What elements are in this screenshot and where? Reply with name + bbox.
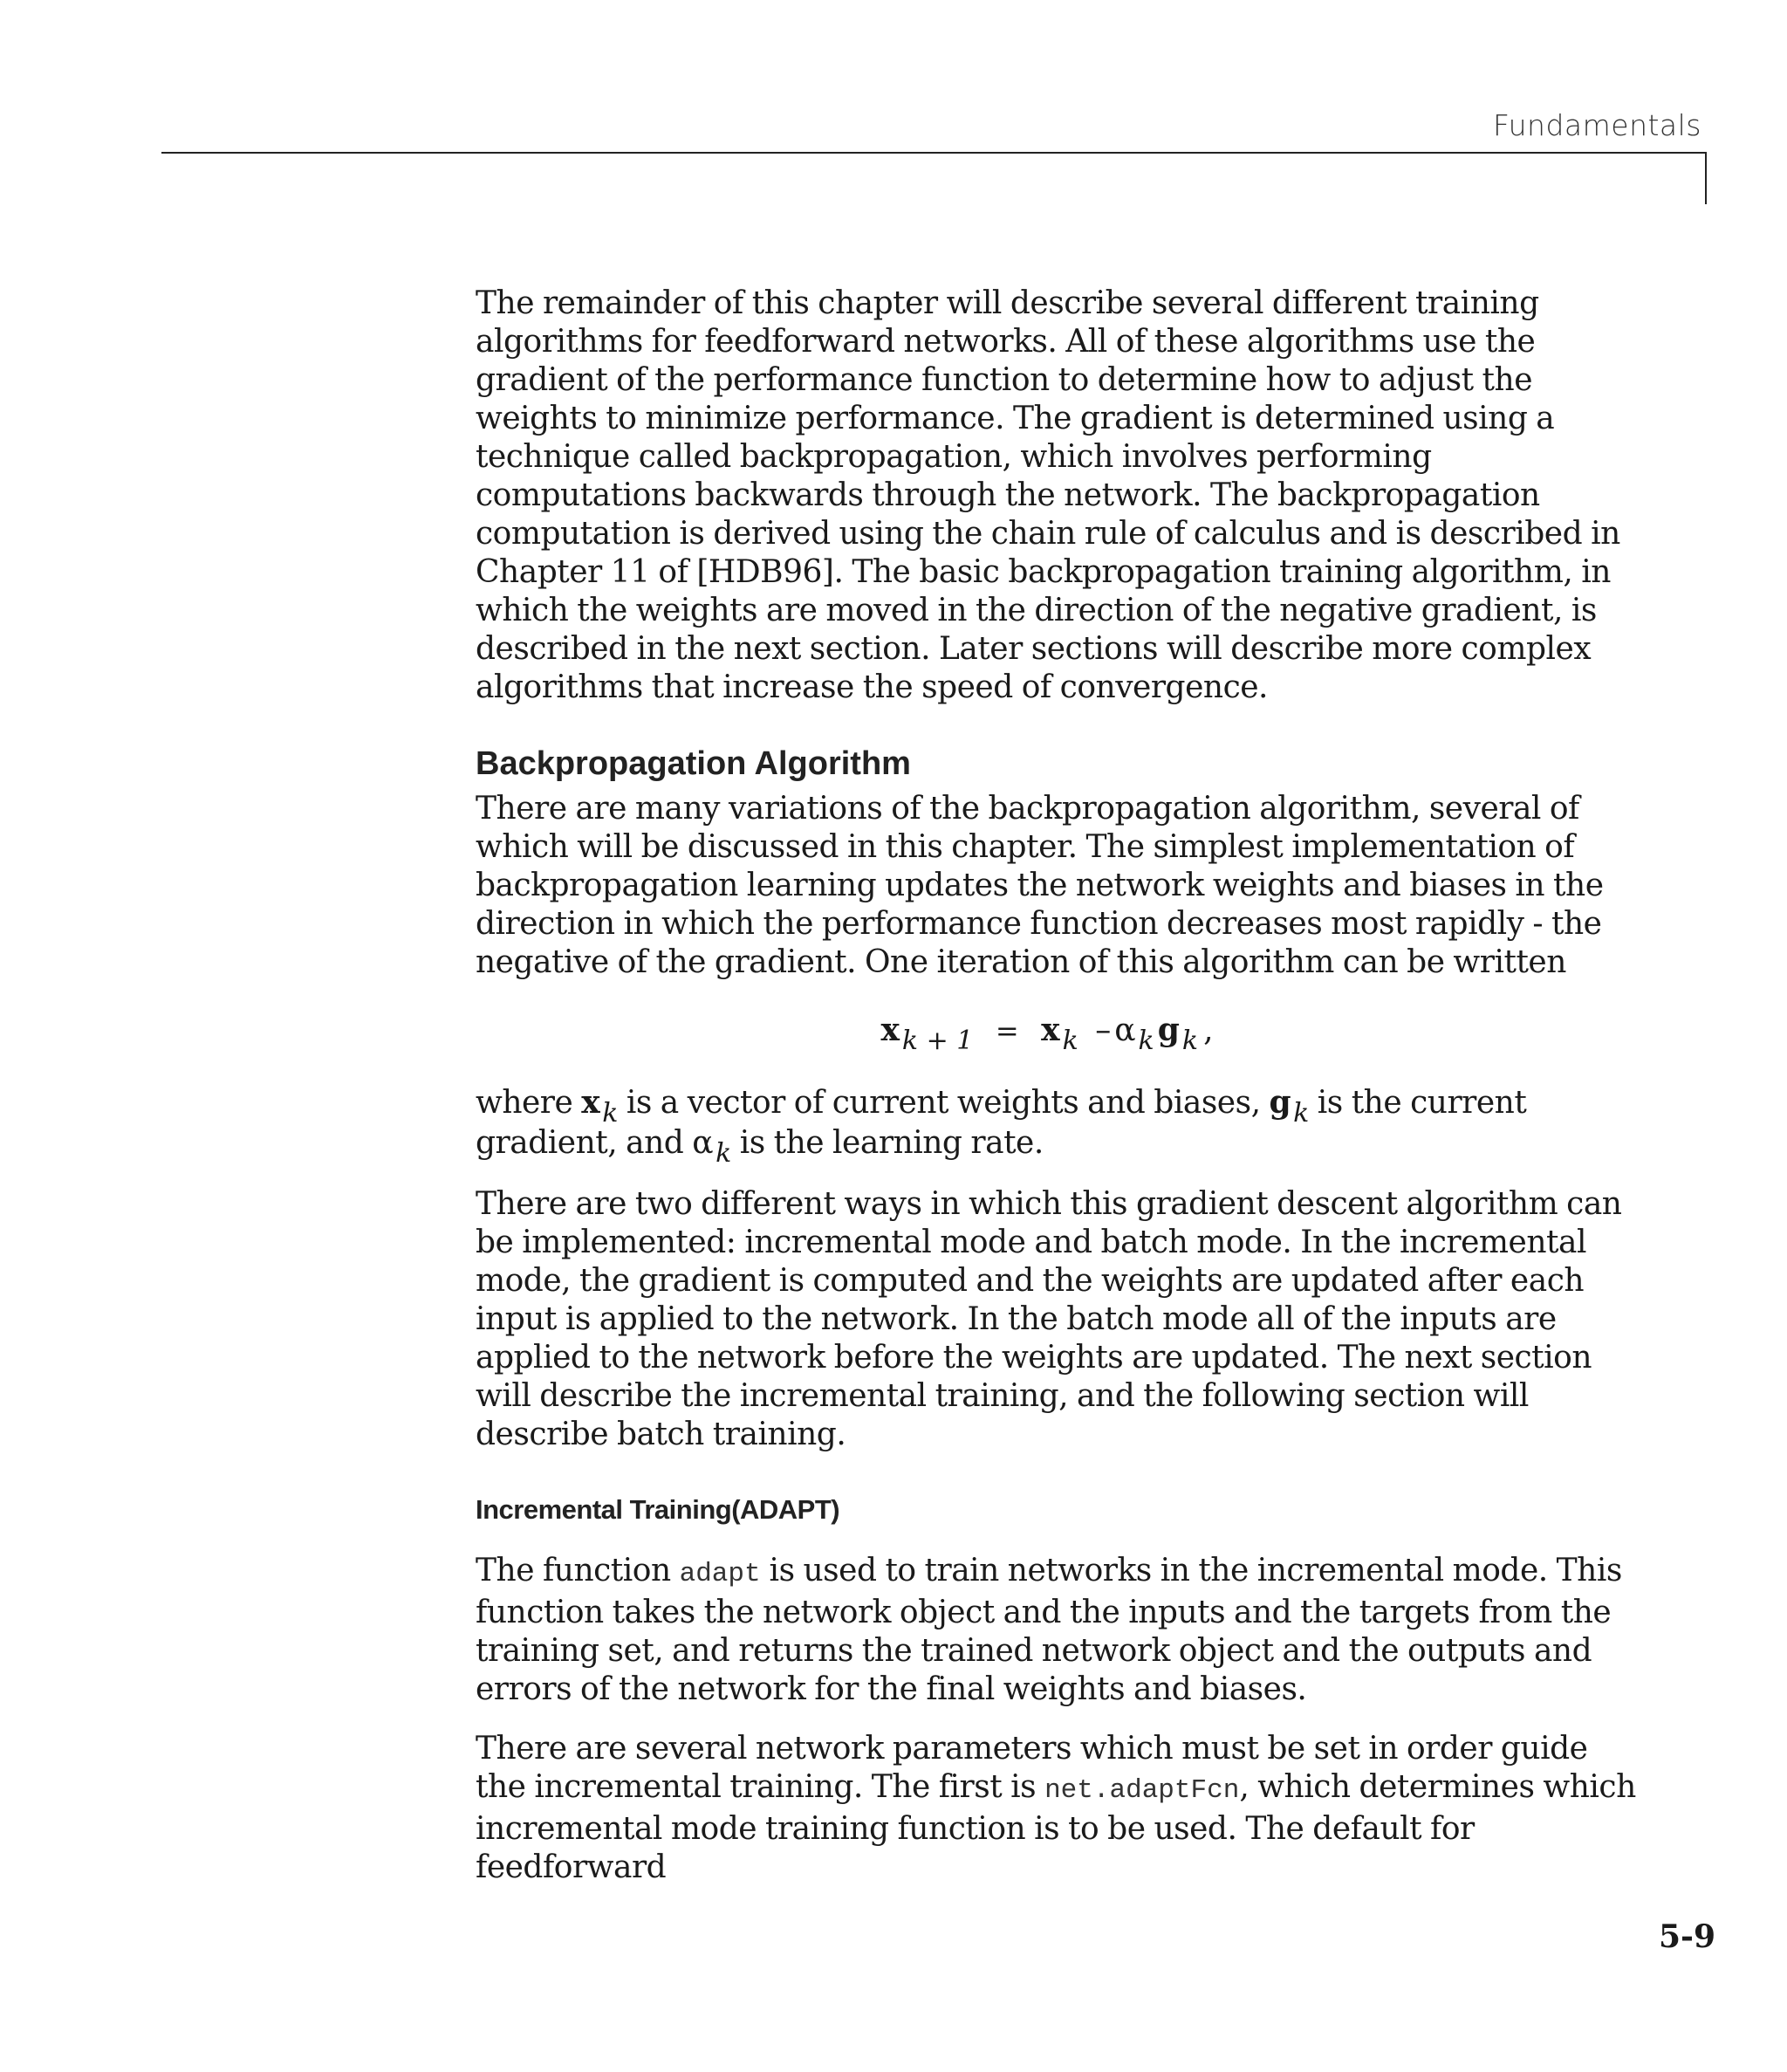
update-equation <box>449 1012 1645 1056</box>
where-text: is a vector of current weights and biases, <box>617 1085 1270 1121</box>
adapt-paragraph <box>476 1552 1645 1709</box>
eq-sub: k <box>1181 1026 1199 1056</box>
eq-x: x <box>880 1012 900 1048</box>
where-text: where <box>476 1085 582 1121</box>
where-sub: k <box>602 1098 618 1129</box>
page-number: 5-9 <box>1658 1918 1715 1955</box>
params-text: , which determines which incremental mode training function is to be used. The default for feedforward <box>476 1769 1645 1885</box>
where-sub: k <box>715 1138 731 1169</box>
where-x: x <box>581 1084 600 1121</box>
code-adapt: adapt <box>679 1559 761 1589</box>
where-sub: k <box>1293 1098 1309 1129</box>
subsection-heading: Incremental Training(ADAPT) <box>476 1494 840 1525</box>
adapt-text: is used to train networks in the incremental mode. This function takes the network object and the inputs and the targets from the training set, and returns the trained network object and the outputs and errors of the network for the final weights and biases. <box>476 1553 1631 1707</box>
eq-sub: k <box>1062 1026 1078 1056</box>
params-text: There are several network parameters which must be set in order guide the incremental training. The first is <box>476 1731 1597 1805</box>
where-alpha: α <box>692 1125 714 1161</box>
parameters-paragraph <box>476 1730 1645 1887</box>
algorithm-paragraph: There are many variations of the backpropagation algorithm, several of which will be discussed in this chapter. The simplest implementation of backpropagation learning updates the network weights and biases in the direction in which the performance function decreases most rapidly - the negative of the gradient. One iteration of this algorithm can be written <box>476 791 1612 980</box>
where-g: g <box>1269 1084 1291 1121</box>
eq-minus: – <box>1095 1012 1112 1048</box>
header-rule-tick <box>1705 152 1707 204</box>
code-adaptfcn: net.adaptFcn <box>1044 1775 1240 1806</box>
eq-alpha: α <box>1114 1012 1136 1048</box>
page-content <box>476 285 1645 1908</box>
eq-sub: k <box>1138 1026 1154 1056</box>
eq-x: x <box>1041 1012 1060 1048</box>
header-rule <box>161 152 1707 154</box>
where-text: is the current gradient, and <box>476 1085 1536 1161</box>
running-head: Fundamentals <box>1492 108 1701 142</box>
where-text: is the learning rate. <box>730 1125 1044 1161</box>
eq-trail: , <box>1203 1012 1214 1048</box>
eq-sub: k + 1 <box>901 1026 974 1056</box>
modes-paragraph: There are two different ways in which this gradient descent algorithm can be implemented: incremental mode and batch mode. In the incremental mode, the gradient is computed and the weights are updated after each input is applied to the network. In the batch mode all of the inputs are applied to the network before the weights are updated. The next section will describe the incremental training, and the following section will describe batch training. <box>476 1186 1631 1452</box>
section-heading: Backpropagation Algorithm <box>476 745 911 782</box>
intro-paragraph: The remainder of this chapter will describe several different training algorithms for feedforward networks. All of these algorithms use the gradient of the performance function to determine how to adjust the weights to minimize performance. The gradient is determined using a technique called backpropagation, which involves performing computations backwards through the network. The backpropagation computation is derived using the chain rule of calculus and is described in Chapter 11 of [HDB96]. The basic backpropagation training algorithm, in which the weights are moved in the direction of the negative gradient, is described in the next section. Later sections will describe more complex algorithms that increase the speed of convergence. <box>476 285 1629 705</box>
eq-equals: = <box>995 1014 1019 1047</box>
where-paragraph <box>476 1083 1645 1169</box>
eq-g: g <box>1157 1012 1180 1048</box>
adapt-text: The function <box>476 1553 680 1588</box>
